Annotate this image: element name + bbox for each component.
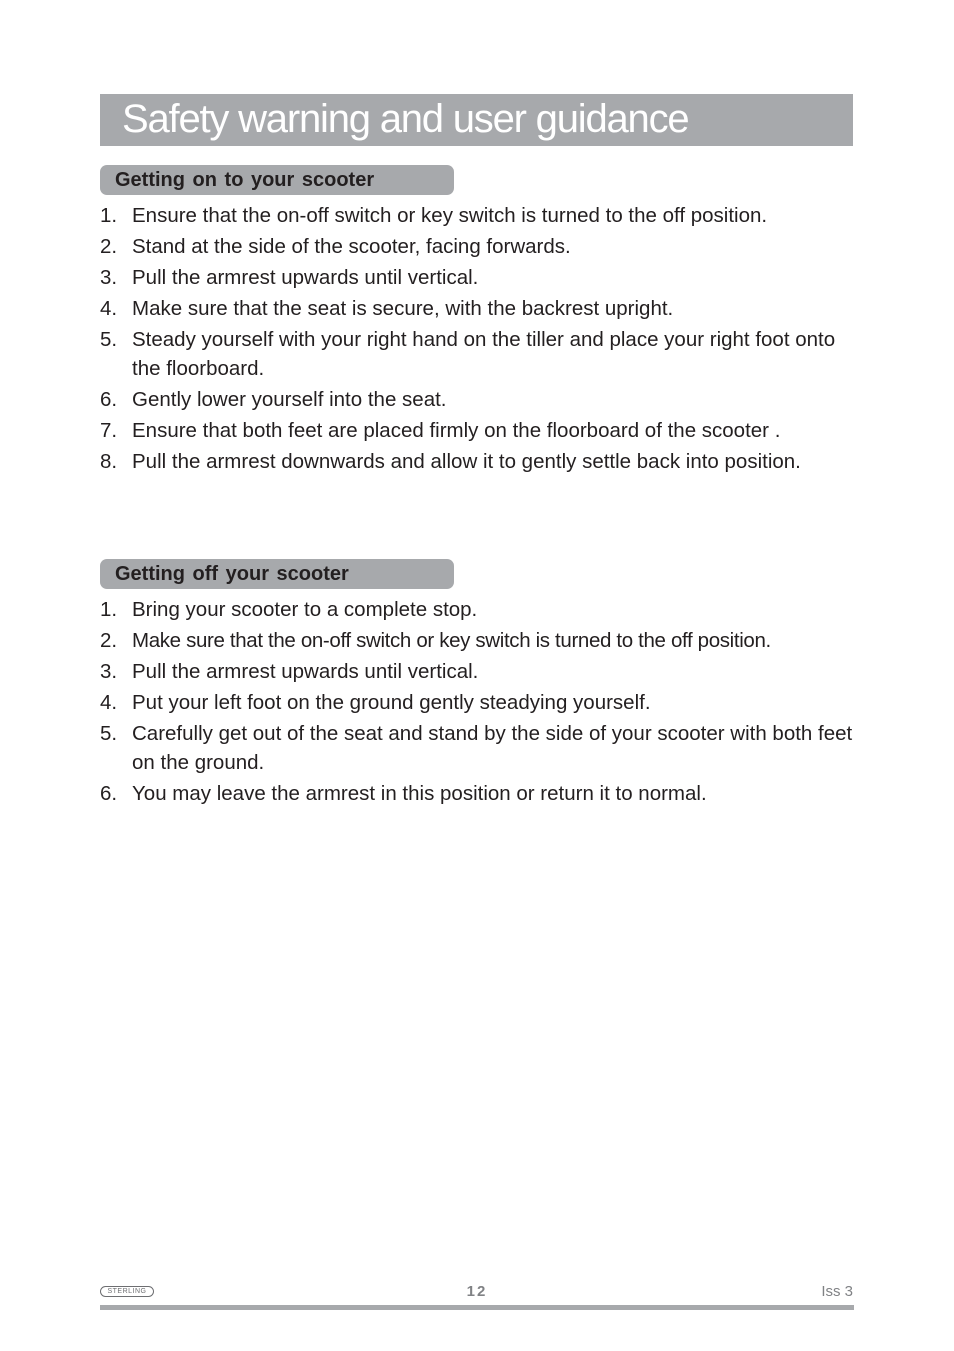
list-item — [100, 688, 860, 717]
list-item — [100, 201, 860, 230]
list-item — [100, 263, 860, 292]
step-text: Pull the armrest upwards until vertical. — [132, 266, 479, 289]
step-text: Gently lower yourself into the seat. — [132, 388, 447, 411]
step-number: 1. — [100, 204, 118, 227]
title-banner — [100, 94, 853, 146]
step-text: Make sure that the on-off switch or key switch is turned to the off position. — [132, 629, 771, 652]
step-number: 3. — [100, 266, 118, 289]
step-number: 6. — [100, 782, 118, 805]
list-item — [100, 325, 860, 383]
list-item — [100, 385, 860, 414]
step-text: Stand at the side of the scooter, facing forwards. — [132, 235, 571, 258]
footer-rule — [100, 1305, 854, 1310]
step-text: Pull the armrest downwards and allow it to gently settle back into position. — [132, 450, 801, 473]
step-number: 6. — [100, 388, 118, 411]
step-text: Ensure that both feet are placed firmly on the floorboard of the scooter . — [132, 419, 781, 442]
step-text: Make sure that the seat is secure, with the backrest upright. — [132, 297, 674, 320]
list-item — [100, 719, 860, 777]
section-heading-label: Getting on to your scooter — [115, 169, 375, 191]
list-item — [100, 595, 860, 624]
step-text: Ensure that the on-off switch or key switch is turned to the off position. — [132, 204, 768, 227]
step-text: Put your left foot on the ground gently steadying yourself. — [132, 691, 651, 714]
step-number: 4. — [100, 297, 118, 320]
step-number: 2. — [100, 235, 118, 258]
step-text: Steady yourself with your right hand on the tiller and place your right foot onto the floorboard. — [132, 328, 836, 380]
list-item — [100, 626, 860, 655]
page-title: Safety warning and user guidance — [122, 97, 689, 141]
getting-off-steps-list — [100, 595, 860, 810]
step-number: 5. — [100, 328, 118, 351]
list-item — [100, 779, 860, 808]
step-number: 1. — [100, 598, 118, 621]
step-text: Pull the armrest upwards until vertical. — [132, 660, 479, 683]
list-item — [100, 447, 860, 476]
step-number: 4. — [100, 691, 118, 714]
list-item — [100, 294, 860, 323]
step-number: 7. — [100, 419, 118, 442]
issue-label: Iss 3 — [821, 1283, 853, 1300]
list-item — [100, 416, 860, 445]
list-item — [100, 232, 860, 261]
getting-on-steps-list — [100, 201, 860, 478]
section-heading-getting-off — [100, 559, 454, 589]
step-text: You may leave the armrest in this position or return it to normal. — [132, 782, 707, 805]
list-item — [100, 657, 860, 686]
page-number: 12 — [466, 1283, 488, 1300]
sterling-logo: STERLING — [100, 1286, 154, 1297]
step-text: Bring your scooter to a complete stop. — [132, 598, 478, 621]
section-heading-getting-on — [100, 165, 454, 195]
section-heading-label: Getting off your scooter — [115, 563, 349, 585]
step-number: 2. — [100, 629, 118, 652]
step-number: 8. — [100, 450, 118, 473]
step-text: Carefully get out of the seat and stand by the side of your scooter with both feet on the ground. — [132, 722, 853, 774]
step-number: 5. — [100, 722, 118, 745]
step-number: 3. — [100, 660, 118, 683]
